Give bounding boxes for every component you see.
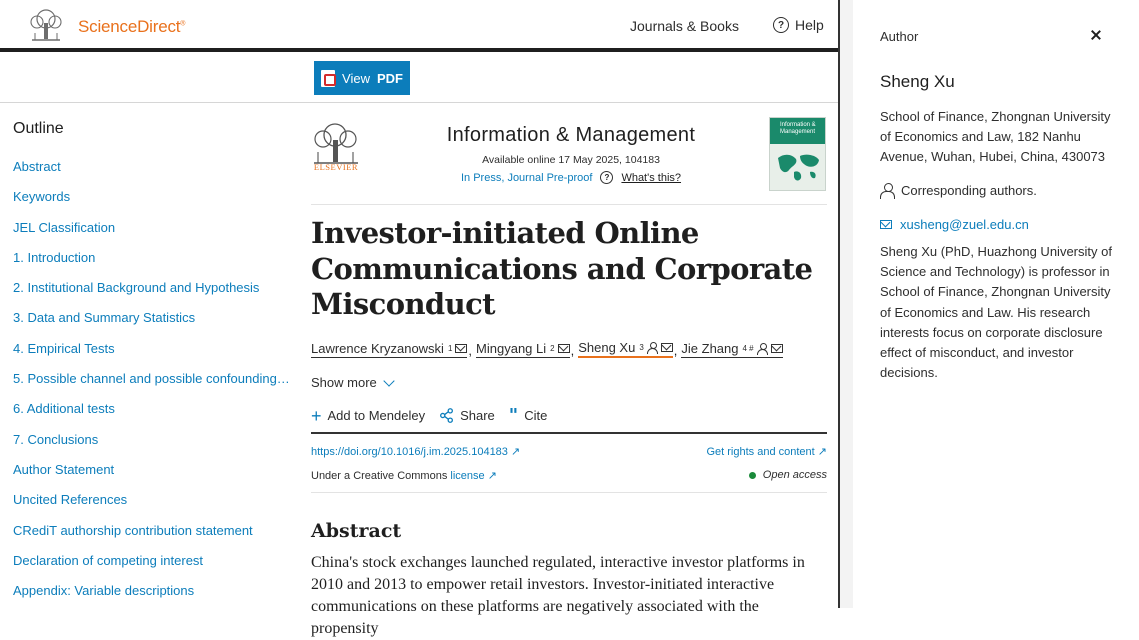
show-more-label: Show more [311,375,377,390]
outline-item[interactable]: 3. Data and Summary Statistics [13,310,196,326]
abstract-heading: Abstract [311,520,402,542]
author-affiliation-number: 4 # [742,344,754,353]
journal-preproof-link[interactable]: In Press, Journal Pre-proof [460,171,593,184]
license-link[interactable] [450,470,497,482]
outline-item[interactable]: JEL Classification [13,219,116,235]
author-link[interactable] [578,340,673,358]
outline-title: Outline [13,120,64,137]
actions-divider [311,432,827,434]
help-icon: ? [773,17,789,33]
outline-item[interactable]: Declaration of competing interest [13,552,204,568]
outline-list [13,159,290,613]
cover-map-graphic [774,150,822,184]
outline-item[interactable]: 2. Institutional Background and Hypothesis [13,280,260,296]
author-name: Sheng Xu [578,340,636,355]
available-online: Available online 17 May 2025, 104183 [482,154,660,166]
pdf-icon [321,70,335,87]
show-more-button[interactable] [311,375,393,390]
external-link-icon: ↗ [817,446,827,458]
article-title: Investor-initiated Online Communications and Corporate Misconduct [311,216,813,321]
doi-text: https://doi.org/10.1016/j.im.2025.104183 [311,446,508,458]
elsevier-wordmark: ELSEVIER [313,162,359,172]
chevron-down-icon [383,375,394,386]
author-affiliation-number: 2 [550,344,555,353]
person-icon [647,342,658,353]
author-name: Sheng Xu [880,72,955,91]
outline-item[interactable]: Appendix: Variable descriptions [13,583,195,599]
panel-heading: Author [880,29,919,44]
header-divider [311,204,827,205]
license-prefix: Under a Creative Commons [311,470,448,482]
outline-item[interactable]: 4. Empirical Tests [13,340,115,356]
author-name: Jie Zhang [681,341,739,356]
panel-gutter [840,0,853,608]
quote-icon: " [508,404,519,426]
view-pdf-prefix: View [342,70,370,86]
outline-item[interactable]: Author Statement [13,461,115,477]
author-separator: , [468,343,473,358]
author-separator: , [570,343,575,358]
person-icon [880,183,895,198]
outline-item[interactable]: 6. Additional tests [13,401,115,417]
external-link-icon: ↗ [510,446,521,458]
abstract-text: China's stock exchanges launched regulated, interactive investor platforms in 2010 and 2013 to empower retail investors. Investor-initiated interactive communications on these platforms are negatively associated with the propensity [311,554,805,637]
author-name: Lawrence Kryzanowski [311,341,444,356]
open-access-label: Open access [762,469,827,481]
journal-cover-image[interactable] [769,117,826,191]
open-access-badge [749,469,827,481]
author-affiliation: School of Finance, Zhongnan University of Economics and Law, 182 Nanhu Avenue, Wuhan, Hubei, China, 430073 [880,109,1111,164]
license-row [311,469,497,482]
mail-icon [455,344,467,353]
close-icon[interactable] [1088,27,1104,43]
author-link[interactable] [681,341,782,358]
mail-icon [880,220,892,229]
outline-item[interactable]: CRediT authorship contribution statement [13,522,253,538]
mail-icon [771,344,783,353]
open-access-dot-icon [749,472,756,479]
share-label: Share [460,408,495,423]
plus-icon: + [311,405,322,426]
author-bio: Sheng Xu (PhD, Huazhong University of Science and Technology) is professor in School of Finance, Zhongnan University of Economics and Law. His research interests focus on corporate disclosure effect of misconduct, and investor decisions. [880,244,1112,381]
author-email: xusheng@zuel.edu.cn [900,217,1029,232]
share-icon [439,408,454,423]
outline-item[interactable]: Keywords [13,189,71,205]
author-link[interactable] [476,341,570,358]
mendeley-label: Add to Mendeley [327,408,426,423]
outline-item[interactable]: Uncited References [13,492,128,508]
add-to-mendeley-button[interactable] [311,405,426,426]
journal-name[interactable]: Information & Management [446,124,696,146]
rights-content-link[interactable] [706,445,827,458]
license-link-text: license [450,470,485,482]
elsevier-tree-logo[interactable] [26,9,66,43]
nav-help[interactable] [773,17,824,33]
author-list [311,340,827,358]
article-actions [311,404,548,426]
nav-help-label: Help [795,17,824,33]
author-affiliation-number: 3 [639,343,644,352]
author-panel [853,0,1139,608]
cite-button[interactable] [508,404,548,426]
registered-mark: ® [180,20,186,28]
share-button[interactable] [439,408,495,423]
whats-this-link[interactable]: What's this? [621,171,682,184]
status-row [386,171,756,184]
mail-icon [558,344,570,353]
article-toolbar [0,56,840,103]
corresponding-author-note [880,183,1037,198]
outline-item[interactable]: Abstract [13,159,61,174]
question-icon: ? [600,171,613,184]
external-link-icon: ↗ [487,470,497,482]
outline-item[interactable]: 5. Possible channel and possible confounding… [13,371,290,387]
person-icon [757,343,768,354]
author-affiliation-number: 1 [447,344,453,353]
author-link[interactable] [311,341,467,358]
author-name: Mingyang Li [476,341,547,356]
outline-item[interactable]: 7. Conclusions [13,431,99,447]
outline-item[interactable]: 1. Introduction [13,249,96,265]
nav-journals-books[interactable]: Journals & Books [630,18,739,34]
view-pdf-label: PDF [376,70,403,86]
top-header [0,0,840,52]
cite-label: Cite [524,408,548,423]
doi-link[interactable] [311,445,520,458]
sciencedirect-brand[interactable]: ScienceDirect® [78,17,186,36]
author-email-link[interactable] [880,217,1029,232]
meta-divider [311,492,827,493]
cover-title: Information & Management [770,118,825,144]
mail-icon [661,343,673,352]
corresponding-label: Corresponding authors. [901,183,1037,198]
author-separator: , [673,343,678,358]
view-pdf-button[interactable] [314,61,410,95]
rights-text: Get rights and content [706,446,815,458]
